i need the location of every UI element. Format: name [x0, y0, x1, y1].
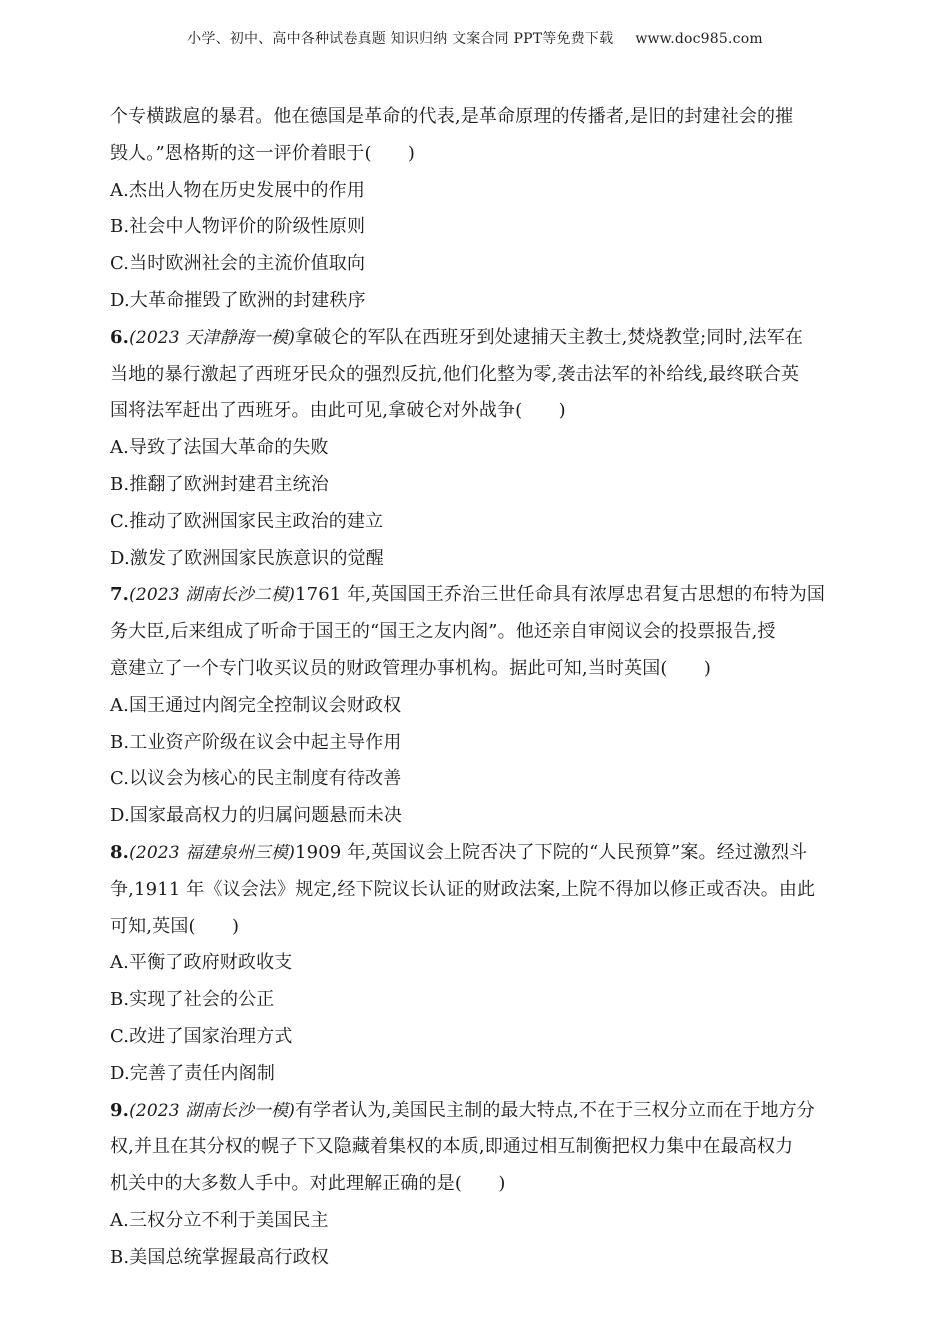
option-d: D.完善了责任内阁制 — [110, 1062, 276, 1084]
text-line: 权,并且在其分权的幌子下又隐藏着集权的本质,即通过相互制衡把权力集中在最高权力 — [110, 1136, 794, 1158]
question-source: (2023 湖南长沙二模) — [129, 585, 295, 606]
text-line: 可知,英国( ) — [110, 915, 240, 937]
question-first-line — [110, 577, 845, 614]
option-c: C.改进了国家治理方式 — [110, 1025, 293, 1047]
option-d: D.激发了欧洲国家民族意识的觉醒 — [110, 547, 384, 569]
option-b: B.工业资产阶级在议会中起主导作用 — [110, 731, 402, 753]
question-first-line — [110, 835, 845, 872]
page-header — [0, 28, 950, 48]
text-line: 当地的暴行激起了西班牙民众的强烈反抗,他们化整为零,袭击法军的补给线,最终联合英 — [110, 363, 800, 385]
text-line: 毁人。”恩格斯的这一评价着眼于( ) — [110, 142, 416, 164]
question-number: 6. — [110, 326, 130, 348]
question-text: 1909 年,英国议会上院否决了下院的“人民预算”案。经过激烈斗 — [294, 841, 808, 863]
text-line: 国将法军赶出了西班牙。由此可见,拿破仑对外战争( ) — [110, 400, 566, 422]
question-first-line — [110, 1093, 845, 1130]
text-line: 意建立了一个专门收买议员的财政管理办事机构。据此可知,当时英国( ) — [110, 657, 712, 679]
option-c: C.推动了欧洲国家民主政治的建立 — [110, 510, 384, 532]
document-body — [110, 99, 845, 1277]
header-site-link[interactable]: www.doc985.com — [635, 31, 763, 47]
option-b: B.实现了社会的公正 — [110, 989, 275, 1011]
option-a: A.导致了法国大革命的失败 — [110, 437, 329, 459]
option-b: B.社会中人物评价的阶级性原则 — [110, 216, 366, 238]
option-a: A.平衡了政府财政收支 — [110, 952, 293, 974]
text-line: 争,1911 年《议会法》规定,经下院议长认证的财政法案,上院不得加以修正或否决。由此 — [110, 878, 816, 900]
option-d: D.国家最高权力的归属问题悬而未决 — [110, 805, 403, 827]
option-a: A.杰出人物在历史发展中的作用 — [110, 179, 365, 201]
question-number: 7. — [110, 584, 130, 606]
option-b: B.推翻了欧洲封建君主统治 — [110, 473, 329, 495]
question-source: (2023 湖南长沙一模) — [129, 1100, 295, 1121]
option-c: C.当时欧洲社会的主流价值取向 — [110, 253, 366, 275]
option-d: D.大革命摧毁了欧洲的封建秩序 — [110, 289, 366, 311]
question-number: 9. — [110, 1099, 130, 1121]
text-line: 机关中的大多数人手中。对此理解正确的是( ) — [110, 1173, 506, 1195]
option-c: C.以议会为核心的民主制度有待改善 — [110, 768, 402, 790]
question-text: 1761 年,英国国王乔治三世任命具有浓厚忠君复古思想的布特为国 — [294, 584, 826, 606]
option-a: A.三权分立不利于美国民主 — [110, 1209, 329, 1231]
question-text: 拿破仑的军队在西班牙到处逮捕天主教士,焚烧教堂;同时,法军在 — [294, 326, 803, 348]
question-text: 有学者认为,美国民主制的最大特点,不在于三权分立而在于地方分 — [294, 1099, 815, 1121]
question-source: (2023 福建泉州三模) — [129, 842, 295, 863]
question-first-line — [110, 320, 845, 357]
text-line: 务大臣,后来组成了听命于国王的“国王之友内阁”。他还亲自审阅议会的投票报告,授 — [110, 621, 776, 643]
option-b: B.美国总统掌握最高行政权 — [110, 1246, 329, 1268]
question-source: (2023 天津静海一模) — [129, 327, 295, 348]
header-text: 小学、初中、高中各种试卷真题 知识归纳 文案合同 PPT等免费下载 — [187, 31, 614, 47]
text-line: 个专横跋扈的暴君。他在德国是革命的代表,是革命原理的传播者,是旧的封建社会的摧 — [110, 106, 794, 127]
option-a: A.国王通过内阁完全控制议会财政权 — [110, 694, 402, 716]
question-number: 8. — [110, 841, 130, 863]
